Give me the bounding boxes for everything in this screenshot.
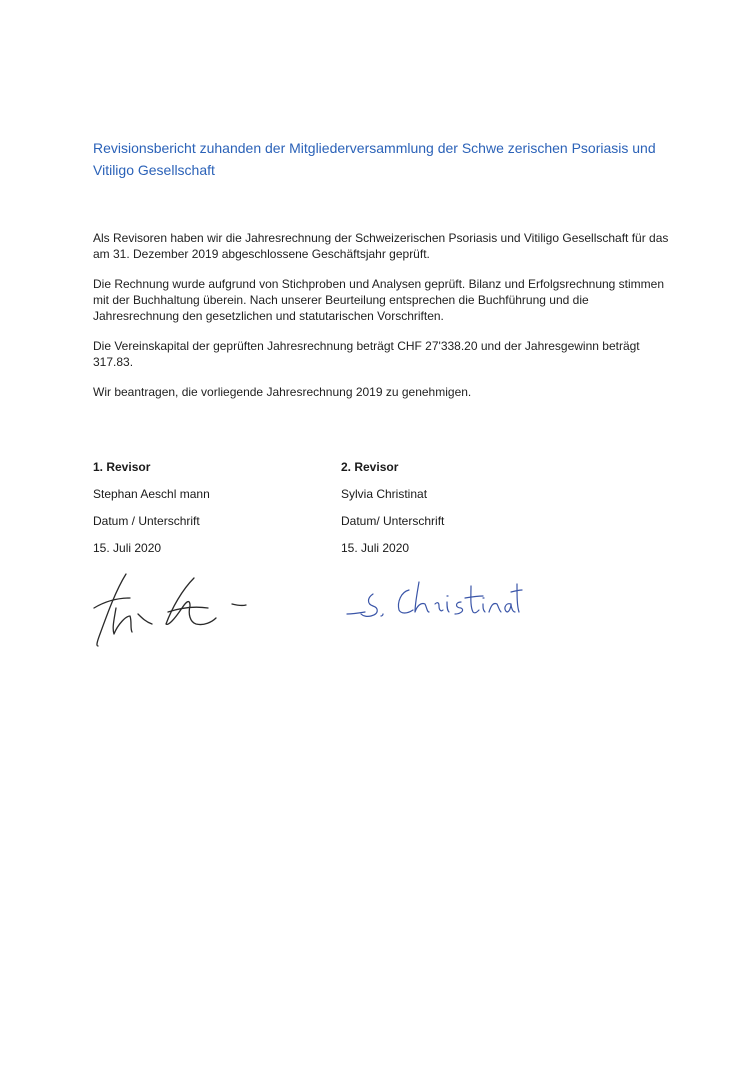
- auditor-1-name: Stephan Aeschl mann: [93, 487, 210, 501]
- paragraph-capital-profit: Die Vereinskapital der geprüften Jahresrechnung beträgt CHF 27'338.20 und der Jahresgewinn beträgt 317.83.: [93, 339, 640, 369]
- auditor-1-heading: 1. Revisor: [93, 460, 151, 474]
- auditor-2-signature: [343, 574, 523, 624]
- auditor-1-date: 15. Juli 2020: [93, 541, 162, 555]
- auditor-2-name: Sylvia Christinat: [341, 487, 428, 501]
- paragraph-audit-scope: Als Revisoren haben wir die Jahresrechnung der Schweizerischen Psoriasis und Vitiligo Gesellschaft für das am 31. Dezember 2019 abgeschlossene Geschäftsjahr geprüft.: [93, 231, 669, 261]
- auditor-2-heading: 2. Revisor: [341, 460, 399, 474]
- auditor-1-block: [93, 459, 313, 567]
- auditor-2-date: 15. Juli 2020: [341, 541, 410, 555]
- report-title: Revisionsbericht zuhanden der Mitgliederversammlung der Schwe zerischen Psoriasis und Vitiligo Gesellschaft: [93, 140, 656, 178]
- paragraph-motion: Wir beantragen, die vorliegende Jahresrechnung 2019 zu genehmigen.: [93, 385, 472, 399]
- auditor-2-label: Datum/ Unterschrift: [341, 514, 445, 528]
- auditor-2-block: [341, 459, 561, 567]
- auditor-1-signature: [86, 568, 261, 653]
- paragraph-audit-findings: Die Rechnung wurde aufgrund von Stichproben und Analysen geprüft. Bilanz und Erfolgsrechnung stimmen mit der Buchhaltung überein. Nach unserer Beurteilung entsprechen die Buchführung und die Jahresrechnung den gesetzlichen und statutarischen Vorschriften.: [93, 277, 665, 323]
- auditor-1-label: Datum / Unterschrift: [93, 514, 200, 528]
